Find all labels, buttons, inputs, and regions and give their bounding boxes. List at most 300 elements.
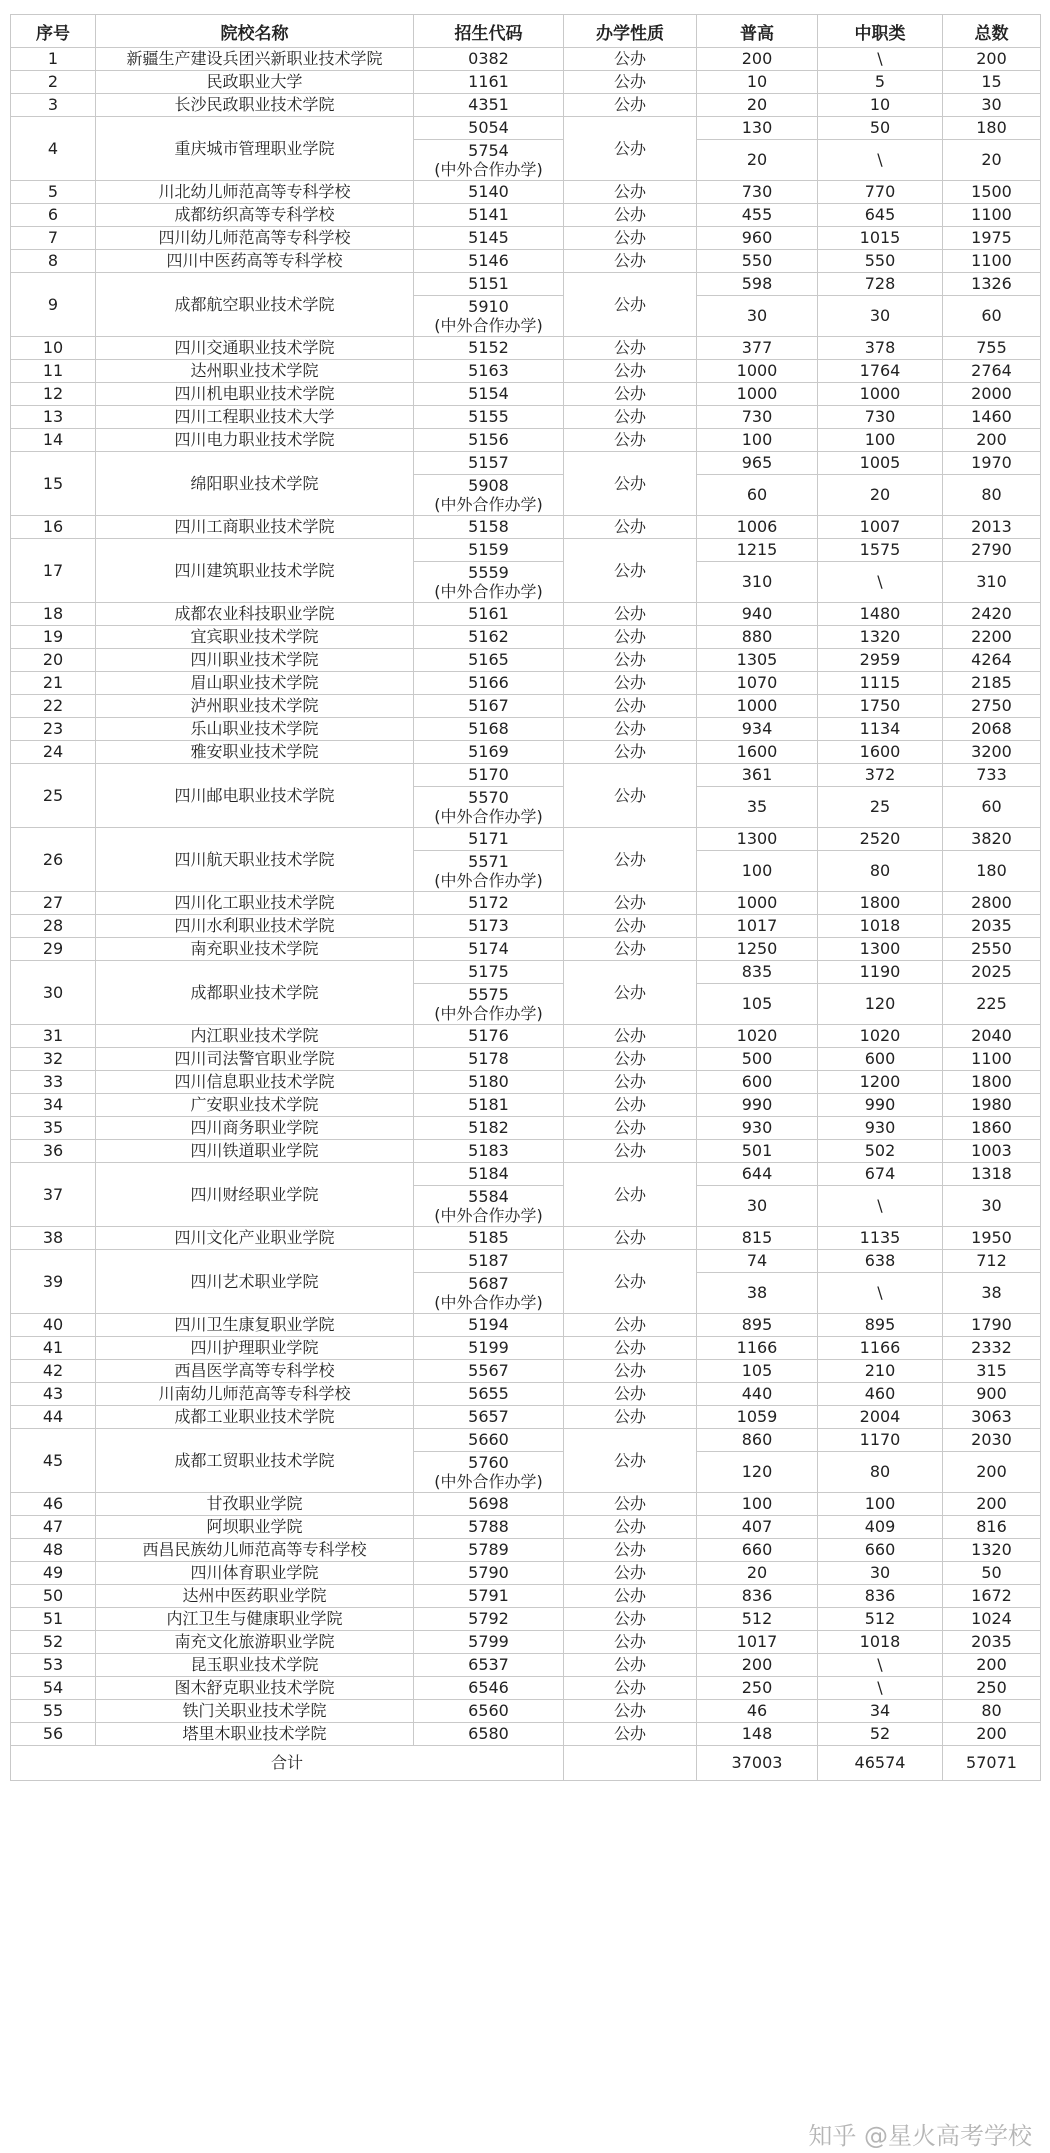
joint-program-note: (中外合作办学) xyxy=(434,1293,543,1312)
row-index: 6 xyxy=(11,204,96,227)
row-vocational: 378 xyxy=(818,337,943,360)
row-index: 2 xyxy=(11,71,96,94)
enroll-code-value: 5159 xyxy=(468,540,509,559)
row-school-type: 公办 xyxy=(564,227,697,250)
table-row xyxy=(11,204,1041,227)
table-row xyxy=(11,1493,1041,1516)
row-general-high: 1000 xyxy=(697,360,818,383)
row-school-type: 公办 xyxy=(564,1654,697,1677)
row-vocational: \ xyxy=(818,1186,943,1227)
row-enroll-code xyxy=(414,741,564,764)
row-enroll-code xyxy=(414,1383,564,1406)
row-total: 1024 xyxy=(943,1608,1041,1631)
row-general-high: 10 xyxy=(697,71,818,94)
row-index: 41 xyxy=(11,1337,96,1360)
row-school-name: 西昌医学高等专科学校 xyxy=(96,1360,414,1383)
enroll-code-value: 5146 xyxy=(468,251,509,270)
row-enroll-code xyxy=(414,94,564,117)
table-row xyxy=(11,892,1041,915)
row-vocational: 1020 xyxy=(818,1025,943,1048)
row-total: 1790 xyxy=(943,1314,1041,1337)
footer-general-high: 37003 xyxy=(697,1746,818,1781)
table-row xyxy=(11,915,1041,938)
row-school-type: 公办 xyxy=(564,1406,697,1429)
row-enroll-code xyxy=(414,204,564,227)
row-school-name: 泸州职业技术学院 xyxy=(96,695,414,718)
enroll-code-value: 5140 xyxy=(468,182,509,201)
row-index: 47 xyxy=(11,1516,96,1539)
joint-program-note: (中外合作办学) xyxy=(434,1004,543,1023)
row-vocational: 1115 xyxy=(818,672,943,695)
row-school-type: 公办 xyxy=(564,1493,697,1516)
row-index: 40 xyxy=(11,1314,96,1337)
row-school-type: 公办 xyxy=(564,1314,697,1337)
row-vocational: 550 xyxy=(818,250,943,273)
row-index: 10 xyxy=(11,337,96,360)
row-enroll-code xyxy=(414,1360,564,1383)
row-general-high: 377 xyxy=(697,337,818,360)
row-index: 50 xyxy=(11,1585,96,1608)
table-row xyxy=(11,406,1041,429)
row-general-high: 200 xyxy=(697,48,818,71)
row-vocational: 50 xyxy=(818,117,943,140)
row-school-type: 公办 xyxy=(564,360,697,383)
row-total: 733 xyxy=(943,764,1041,787)
row-index: 51 xyxy=(11,1608,96,1631)
row-general-high: 148 xyxy=(697,1723,818,1746)
row-index: 20 xyxy=(11,649,96,672)
row-general-high: 100 xyxy=(697,429,818,452)
row-school-type: 公办 xyxy=(564,94,697,117)
row-school-name: 成都航空职业技术学院 xyxy=(96,273,414,337)
row-enroll-code xyxy=(414,48,564,71)
row-index: 48 xyxy=(11,1539,96,1562)
row-school-name: 内江职业技术学院 xyxy=(96,1025,414,1048)
row-school-name: 四川体育职业学院 xyxy=(96,1562,414,1585)
row-index: 25 xyxy=(11,764,96,828)
enroll-code-value: 4351 xyxy=(468,95,509,114)
table-row xyxy=(11,764,1041,787)
row-general-high: 105 xyxy=(697,984,818,1025)
enroll-code-value: 5910 xyxy=(468,297,509,316)
row-vocational: \ xyxy=(818,48,943,71)
row-enroll-code xyxy=(414,1071,564,1094)
enroll-code-value: 5657 xyxy=(468,1407,509,1426)
row-general-high: 895 xyxy=(697,1314,818,1337)
row-vocational: 1005 xyxy=(818,452,943,475)
row-school-name: 四川航天职业技术学院 xyxy=(96,828,414,892)
row-enroll-code xyxy=(414,1163,564,1186)
row-school-type: 公办 xyxy=(564,181,697,204)
row-vocational: 2004 xyxy=(818,1406,943,1429)
row-total: 1003 xyxy=(943,1140,1041,1163)
row-general-high: 1070 xyxy=(697,672,818,695)
row-total: 816 xyxy=(943,1516,1041,1539)
row-vocational: 1000 xyxy=(818,383,943,406)
row-vocational: 645 xyxy=(818,204,943,227)
row-school-name: 川南幼儿师范高等专科学校 xyxy=(96,1383,414,1406)
row-general-high: 512 xyxy=(697,1608,818,1631)
row-total: 1800 xyxy=(943,1071,1041,1094)
enroll-code-value: 5173 xyxy=(468,916,509,935)
row-general-high: 1600 xyxy=(697,741,818,764)
enroll-code-value: 5167 xyxy=(468,696,509,715)
row-vocational: 1480 xyxy=(818,603,943,626)
row-vocational: 100 xyxy=(818,429,943,452)
row-school-name: 民政职业大学 xyxy=(96,71,414,94)
row-vocational: 660 xyxy=(818,1539,943,1562)
row-index: 21 xyxy=(11,672,96,695)
row-school-name: 四川卫生康复职业学院 xyxy=(96,1314,414,1337)
table-row xyxy=(11,1608,1041,1631)
row-general-high: 105 xyxy=(697,1360,818,1383)
enroll-code-value: 5170 xyxy=(468,765,509,784)
row-total: 1672 xyxy=(943,1585,1041,1608)
row-enroll-code xyxy=(414,1677,564,1700)
row-school-type: 公办 xyxy=(564,649,697,672)
row-index: 12 xyxy=(11,383,96,406)
row-vocational: 372 xyxy=(818,764,943,787)
row-total: 2550 xyxy=(943,938,1041,961)
enroll-code-value: 6546 xyxy=(468,1678,509,1697)
row-total: 200 xyxy=(943,1452,1041,1493)
row-general-high: 835 xyxy=(697,961,818,984)
row-total: 1318 xyxy=(943,1163,1041,1186)
row-general-high: 440 xyxy=(697,1383,818,1406)
row-school-name: 图木舒克职业技术学院 xyxy=(96,1677,414,1700)
table-row xyxy=(11,1140,1041,1163)
table-row xyxy=(11,273,1041,296)
row-school-name: 四川财经职业学院 xyxy=(96,1163,414,1227)
table-row xyxy=(11,250,1041,273)
enroll-code-value: 5158 xyxy=(468,517,509,536)
table-row xyxy=(11,1516,1041,1539)
row-index: 39 xyxy=(11,1250,96,1314)
table-row xyxy=(11,741,1041,764)
row-enroll-code xyxy=(414,1631,564,1654)
row-school-type: 公办 xyxy=(564,938,697,961)
row-total: 2000 xyxy=(943,383,1041,406)
row-general-high: 730 xyxy=(697,181,818,204)
row-enroll-code xyxy=(414,452,564,475)
table-row xyxy=(11,1406,1041,1429)
row-school-type: 公办 xyxy=(564,1048,697,1071)
table-row xyxy=(11,828,1041,851)
enroll-code-value: 5145 xyxy=(468,228,509,247)
row-school-type: 公办 xyxy=(564,1227,697,1250)
header-school-name: 院校名称 xyxy=(96,15,414,48)
row-index: 53 xyxy=(11,1654,96,1677)
enroll-code-value: 5570 xyxy=(468,788,509,807)
joint-program-note: (中外合作办学) xyxy=(434,1472,543,1491)
row-total: 200 xyxy=(943,1723,1041,1746)
row-general-high: 1017 xyxy=(697,1631,818,1654)
row-school-name: 四川护理职业学院 xyxy=(96,1337,414,1360)
row-school-name: 四川水利职业技术学院 xyxy=(96,915,414,938)
row-general-high: 960 xyxy=(697,227,818,250)
row-school-type: 公办 xyxy=(564,117,697,181)
row-general-high: 550 xyxy=(697,250,818,273)
row-vocational: 1190 xyxy=(818,961,943,984)
row-vocational: 409 xyxy=(818,1516,943,1539)
table-row xyxy=(11,48,1041,71)
joint-program-note: (中外合作办学) xyxy=(434,1206,543,1225)
row-vocational: 502 xyxy=(818,1140,943,1163)
row-school-type: 公办 xyxy=(564,516,697,539)
row-index: 3 xyxy=(11,94,96,117)
row-vocational: 210 xyxy=(818,1360,943,1383)
row-school-name: 南充职业技术学院 xyxy=(96,938,414,961)
enroll-code-value: 5687 xyxy=(468,1274,509,1293)
joint-program-note: (中外合作办学) xyxy=(434,871,543,890)
table-row xyxy=(11,539,1041,562)
row-index: 52 xyxy=(11,1631,96,1654)
row-school-name: 四川司法警官职业学院 xyxy=(96,1048,414,1071)
row-vocational: 1015 xyxy=(818,227,943,250)
row-enroll-code xyxy=(414,1273,564,1314)
row-enroll-code xyxy=(414,475,564,516)
row-school-type: 公办 xyxy=(564,892,697,915)
row-school-type: 公办 xyxy=(564,1562,697,1585)
row-general-high: 501 xyxy=(697,1140,818,1163)
row-total: 1500 xyxy=(943,181,1041,204)
joint-program-note: (中外合作办学) xyxy=(434,160,543,179)
footer-label: 合计 xyxy=(11,1746,564,1781)
row-enroll-code xyxy=(414,764,564,787)
table-footer xyxy=(11,1746,1041,1781)
row-school-type: 公办 xyxy=(564,1723,697,1746)
enroll-code-value: 5754 xyxy=(468,141,509,160)
row-general-high: 990 xyxy=(697,1094,818,1117)
row-index: 5 xyxy=(11,181,96,204)
row-index: 29 xyxy=(11,938,96,961)
row-total: 1100 xyxy=(943,250,1041,273)
table-row xyxy=(11,383,1041,406)
table-row xyxy=(11,360,1041,383)
row-general-high: 407 xyxy=(697,1516,818,1539)
row-school-type: 公办 xyxy=(564,764,697,828)
row-vocational: 1166 xyxy=(818,1337,943,1360)
row-vocational: 1007 xyxy=(818,516,943,539)
row-school-type: 公办 xyxy=(564,1163,697,1227)
row-enroll-code xyxy=(414,383,564,406)
row-vocational: \ xyxy=(818,1677,943,1700)
row-general-high: 361 xyxy=(697,764,818,787)
row-enroll-code xyxy=(414,1250,564,1273)
row-school-name: 内江卫生与健康职业学院 xyxy=(96,1608,414,1631)
row-total: 712 xyxy=(943,1250,1041,1273)
row-vocational: 600 xyxy=(818,1048,943,1071)
row-general-high: 30 xyxy=(697,296,818,337)
row-index: 31 xyxy=(11,1025,96,1048)
enroll-code-value: 5799 xyxy=(468,1632,509,1651)
table-row xyxy=(11,1048,1041,1071)
row-enroll-code xyxy=(414,787,564,828)
row-index: 44 xyxy=(11,1406,96,1429)
row-index: 49 xyxy=(11,1562,96,1585)
row-index: 1 xyxy=(11,48,96,71)
table-header xyxy=(11,15,1041,48)
row-school-type: 公办 xyxy=(564,48,697,71)
table-row xyxy=(11,1314,1041,1337)
enroll-code-value: 5151 xyxy=(468,274,509,293)
row-index: 26 xyxy=(11,828,96,892)
row-school-type: 公办 xyxy=(564,1071,697,1094)
row-school-name: 四川艺术职业学院 xyxy=(96,1250,414,1314)
row-enroll-code xyxy=(414,1723,564,1746)
row-enroll-code xyxy=(414,672,564,695)
enroll-code-value: 5166 xyxy=(468,673,509,692)
row-school-name: 乐山职业技术学院 xyxy=(96,718,414,741)
row-general-high: 100 xyxy=(697,851,818,892)
row-enroll-code xyxy=(414,892,564,915)
row-total: 1860 xyxy=(943,1117,1041,1140)
row-general-high: 455 xyxy=(697,204,818,227)
row-school-type: 公办 xyxy=(564,1631,697,1654)
row-enroll-code xyxy=(414,961,564,984)
table-body xyxy=(11,48,1041,1746)
row-enroll-code xyxy=(414,1117,564,1140)
row-total: 2025 xyxy=(943,961,1041,984)
table-row xyxy=(11,1250,1041,1273)
row-school-type: 公办 xyxy=(564,204,697,227)
row-general-high: 1166 xyxy=(697,1337,818,1360)
row-school-type: 公办 xyxy=(564,539,697,603)
row-index: 36 xyxy=(11,1140,96,1163)
row-total: 200 xyxy=(943,1654,1041,1677)
table-row xyxy=(11,1227,1041,1250)
table-row xyxy=(11,672,1041,695)
row-enroll-code xyxy=(414,1562,564,1585)
row-school-name: 甘孜职业学院 xyxy=(96,1493,414,1516)
enroll-code-value: 5698 xyxy=(468,1494,509,1513)
row-general-high: 20 xyxy=(697,94,818,117)
row-school-name: 成都职业技术学院 xyxy=(96,961,414,1025)
row-school-name: 昆玉职业技术学院 xyxy=(96,1654,414,1677)
row-vocational: 80 xyxy=(818,1452,943,1493)
row-vocational: 1170 xyxy=(818,1429,943,1452)
row-index: 45 xyxy=(11,1429,96,1493)
row-enroll-code xyxy=(414,296,564,337)
row-enroll-code xyxy=(414,539,564,562)
row-vocational: 1134 xyxy=(818,718,943,741)
enroll-code-value: 6560 xyxy=(468,1701,509,1720)
row-total: 20 xyxy=(943,140,1041,181)
row-school-name: 四川中医药高等专科学校 xyxy=(96,250,414,273)
row-general-high: 644 xyxy=(697,1163,818,1186)
row-enroll-code xyxy=(414,1186,564,1227)
enroll-code-value: 5171 xyxy=(468,829,509,848)
row-enroll-code xyxy=(414,250,564,273)
row-school-type: 公办 xyxy=(564,1140,697,1163)
row-general-high: 1000 xyxy=(697,695,818,718)
row-school-name: 四川化工职业技术学院 xyxy=(96,892,414,915)
enroll-code-value: 5161 xyxy=(468,604,509,623)
header-enroll-code: 招生代码 xyxy=(414,15,564,48)
table-row xyxy=(11,227,1041,250)
row-index: 27 xyxy=(11,892,96,915)
row-school-name: 达州中医药职业学院 xyxy=(96,1585,414,1608)
enroll-code-value: 1161 xyxy=(468,72,509,91)
enroll-code-value: 5174 xyxy=(468,939,509,958)
row-enroll-code xyxy=(414,603,564,626)
row-index: 54 xyxy=(11,1677,96,1700)
enroll-code-value: 5156 xyxy=(468,430,509,449)
row-general-high: 860 xyxy=(697,1429,818,1452)
enroll-code-value: 5567 xyxy=(468,1361,509,1380)
enroll-code-value: 5194 xyxy=(468,1315,509,1334)
table-row xyxy=(11,1337,1041,1360)
row-school-name: 塔里木职业技术学院 xyxy=(96,1723,414,1746)
row-enroll-code xyxy=(414,851,564,892)
row-enroll-code xyxy=(414,273,564,296)
enroll-code-value: 5141 xyxy=(468,205,509,224)
footer-vocational: 46574 xyxy=(818,1746,943,1781)
row-enroll-code xyxy=(414,1429,564,1452)
row-enroll-code xyxy=(414,1654,564,1677)
row-general-high: 200 xyxy=(697,1654,818,1677)
row-enroll-code xyxy=(414,1700,564,1723)
row-school-type: 公办 xyxy=(564,1429,697,1493)
table-row xyxy=(11,71,1041,94)
row-vocational: 1135 xyxy=(818,1227,943,1250)
enroll-code-value: 5162 xyxy=(468,627,509,646)
row-enroll-code xyxy=(414,1406,564,1429)
row-general-high: 965 xyxy=(697,452,818,475)
row-index: 38 xyxy=(11,1227,96,1250)
row-total: 200 xyxy=(943,48,1041,71)
enroll-code-value: 5571 xyxy=(468,852,509,871)
table-row xyxy=(11,1094,1041,1117)
row-school-type: 公办 xyxy=(564,273,697,337)
row-vocational: \ xyxy=(818,1273,943,1314)
row-general-high: 30 xyxy=(697,1186,818,1227)
row-school-name: 长沙民政职业技术学院 xyxy=(96,94,414,117)
row-general-high: 930 xyxy=(697,1117,818,1140)
row-general-high: 1020 xyxy=(697,1025,818,1048)
row-general-high: 815 xyxy=(697,1227,818,1250)
row-school-name: 宜宾职业技术学院 xyxy=(96,626,414,649)
table-row xyxy=(11,1383,1041,1406)
table-row xyxy=(11,1677,1041,1700)
row-enroll-code xyxy=(414,1048,564,1071)
row-vocational: 10 xyxy=(818,94,943,117)
row-school-type: 公办 xyxy=(564,1516,697,1539)
row-total: 315 xyxy=(943,1360,1041,1383)
table-row xyxy=(11,1360,1041,1383)
row-vocational: 30 xyxy=(818,1562,943,1585)
table-row xyxy=(11,1071,1041,1094)
row-total: 2185 xyxy=(943,672,1041,695)
table-row xyxy=(11,1025,1041,1048)
row-general-high: 1305 xyxy=(697,649,818,672)
row-vocational: 25 xyxy=(818,787,943,828)
row-total: 2040 xyxy=(943,1025,1041,1048)
row-school-name: 广安职业技术学院 xyxy=(96,1094,414,1117)
row-index: 11 xyxy=(11,360,96,383)
row-vocational: 460 xyxy=(818,1383,943,1406)
table-row xyxy=(11,429,1041,452)
row-school-name: 雅安职业技术学院 xyxy=(96,741,414,764)
table-row xyxy=(11,452,1041,475)
row-general-high: 1000 xyxy=(697,383,818,406)
row-vocational: 1800 xyxy=(818,892,943,915)
enroll-code-value: 5187 xyxy=(468,1251,509,1270)
enroll-code-value: 5790 xyxy=(468,1563,509,1582)
row-total: 225 xyxy=(943,984,1041,1025)
row-school-name: 成都工业职业技术学院 xyxy=(96,1406,414,1429)
row-enroll-code xyxy=(414,140,564,181)
